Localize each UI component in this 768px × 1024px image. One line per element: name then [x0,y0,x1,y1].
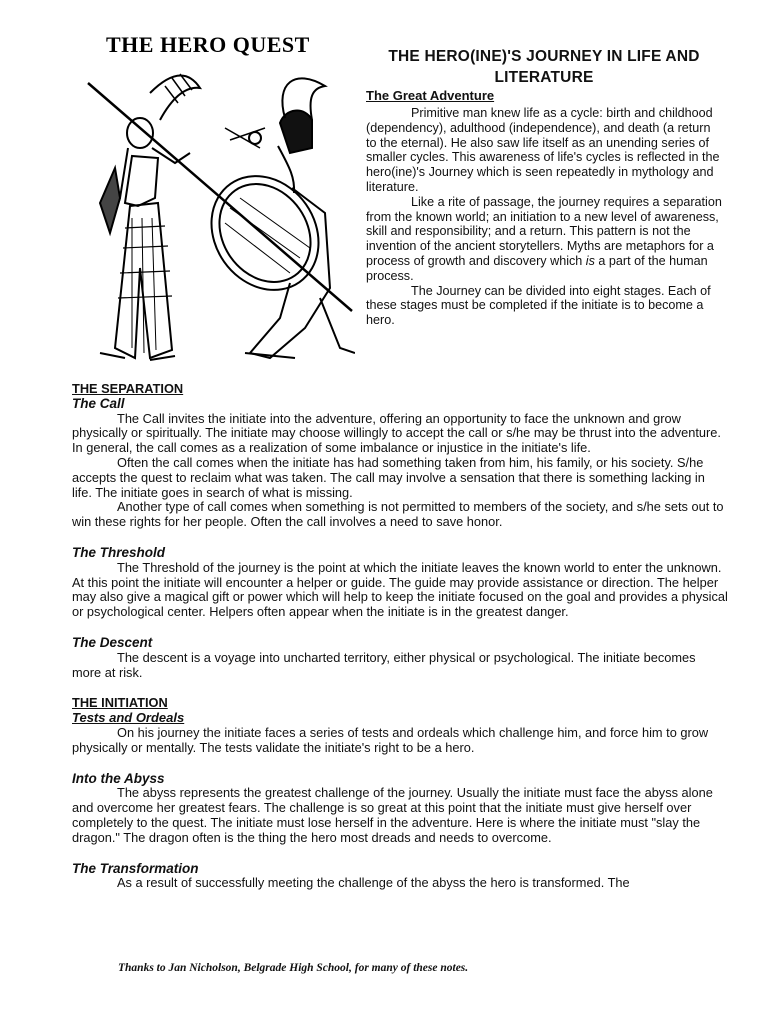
greek-warriors-illustration-icon [80,28,355,373]
intro-paragraph-1: Primitive man knew life as a cycle: birth and childhood (dependency), adulthood (independence), and death (a return to the eternal). He also saw life itself as an unending series of smaller cycles. This awareness of life's cycles is reflected in the hero(ine)'s Journey which is seen repeatedly in mythology and literature. [366,106,720,194]
call-paragraph-1: The Call invites the initiate into the adventure, offering an opportunity to face the unknown and grow physically or spiritually. The initiate may choose willingly to accept the call or s/he may be thrust into the adventure. In general, the call comes as a realization of some imbalance or injustice in the initiate's life. [72,410,721,456]
intro-text [366,106,724,328]
hero-quest-illustration [80,28,355,373]
great-adventure-heading: The Great Adventure [366,88,495,103]
page-title: THE HERO(INE)'S JOURNEY IN LIFE AND LITERATURE [388,48,700,86]
call-paragraph-3: Another type of call comes when something is not permitted to members of the society, and s/he sets out to win these rights for her people. Often the call involves a need to save honor. [72,499,724,530]
illustration-title: THE HERO QUEST [106,32,310,57]
threshold-heading: The Threshold [72,544,166,560]
descent-heading: The Descent [72,634,153,650]
threshold-paragraph: The Threshold of the journey is the point at which the initiate leaves the known world to enter the unknown. At this point the initiate will encounter a helper or guide. The guide may provide assistance or direction. The helper may also give a magical gift or power which will help to keep the initiate focused on the goal and provides a physical or psychological center. Helpers often appear when the initiate is in the greatest danger. [72,559,728,620]
intro-paragraph-3: The Journey can be divided into eight stages. Each of these stages must be completed if the initiate is to become a hero. [366,283,711,328]
abyss-paragraph: The abyss represents the greatest challenge of the journey. Usually the initiate must face the abyss alone and overcome her greatest fears. The challenge is so great at this point that the initiate must give herself over completely to the quest. The initiate must lose herself in the adventure. Here is where the initiate must "slay the dragon." The dragon often is the thing the hero most dreads and needs to overcome. [72,785,713,845]
call-paragraph-2: Often the call comes when the initiate has had something taken from him, his family, or his society. S/he accepts the quest to reclaim what was taken. The call may involve a sensation that there is something lacking in life. The initiate goes in search of what is missing. [72,454,705,500]
separation-heading: THE SEPARATION [72,381,184,396]
footer-credit: Thanks to Jan Nicholson, Belgrade High School, for many of these notes. [118,962,469,974]
call-heading: The Call [72,395,125,411]
transformation-heading: The Transformation [72,860,199,876]
intro-paragraph-2: Like a rite of passage, the journey requires a separation from the known world; an initiation to a new level of awareness, skill and responsibility; and a return. This pattern is not the invention of the ancient storytellers. Myths are metaphors for a process of growth and discovery which is a part of the human process. [366,194,722,283]
transformation-paragraph: As a result of successfully meeting the challenge of the abyss the hero is transformed. The [117,875,630,891]
tests-heading: Tests and Ordeals [72,710,185,726]
body-text [72,382,728,891]
descent-paragraph: The descent is a voyage into uncharted territory, either physical or psychological. The initiate becomes more at risk. [72,649,696,680]
abyss-heading: Into the Abyss [72,770,165,786]
initiation-heading: THE INITIATION [72,695,168,711]
tests-paragraph: On his journey the initiate faces a series of tests and ordeals which challenge him, and force him to grow physically or mentally. The tests validate the initiate's right to be a hero. [72,724,709,755]
